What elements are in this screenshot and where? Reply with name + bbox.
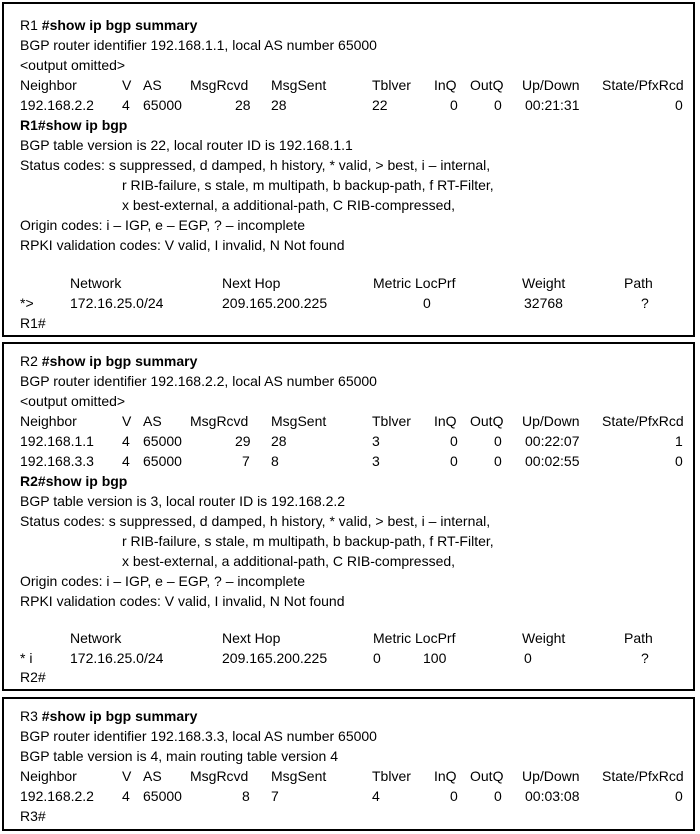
col-neighbor: Neighbor — [20, 768, 77, 784]
cell-as: 65000 — [143, 453, 182, 469]
router-prompt: R2 — [20, 353, 42, 369]
col-version: V — [122, 768, 132, 784]
cell-metric: 0 — [373, 650, 381, 666]
col-updown: Up/Down — [522, 768, 580, 784]
col-path: Path — [624, 275, 653, 291]
col-msgrcvd: MsgRcvd — [190, 768, 249, 784]
cell-tblver: 4 — [372, 788, 380, 804]
col-state-pfxrcd: State/PfxRcd — [602, 77, 684, 93]
cell-msgrcvd: 28 — [235, 97, 251, 113]
col-msgrcvd: MsgRcvd — [190, 413, 249, 429]
cell-tblver: 3 — [372, 453, 380, 469]
cell-state-pfxrcd: 0 — [675, 453, 683, 469]
summary-line: BGP router identifier 192.168.3.3, local AS number 65000 — [20, 728, 377, 744]
cell-status-code: *> — [20, 295, 34, 311]
cell-status-code: * i — [20, 650, 33, 666]
col-tblver: Tblver — [372, 77, 411, 93]
cell-outq: 0 — [494, 433, 502, 449]
command: #show ip bgp — [37, 117, 128, 133]
col-weight: Weight — [522, 275, 566, 291]
command: #show ip bgp — [37, 473, 128, 489]
cell-msgsent: 28 — [271, 433, 287, 449]
col-msgsent: MsgSent — [271, 768, 327, 784]
cell-state-pfxrcd: 1 — [675, 433, 683, 449]
col-version: V — [122, 77, 132, 93]
col-as: AS — [143, 413, 162, 429]
col-inq: InQ — [434, 413, 457, 429]
end-prompt: R2# — [20, 669, 46, 685]
col-version: V — [122, 413, 132, 429]
col-neighbor: Neighbor — [20, 77, 77, 93]
cell-as: 65000 — [143, 788, 182, 804]
r2-summary-command-line — [20, 352, 197, 370]
r2-bgp-command-line — [20, 472, 127, 490]
cell-version: 4 — [122, 433, 130, 449]
col-network: Network — [70, 275, 122, 291]
cell-locprf: 100 — [423, 650, 447, 666]
summary-line: BGP router identifier 192.168.2.2, local AS number 65000 — [20, 373, 377, 389]
cell-neighbor: 192.168.1.1 — [20, 433, 94, 449]
col-path: Path — [624, 630, 653, 646]
cell-version: 4 — [122, 788, 130, 804]
col-metric-locprf: Metric LocPrf — [373, 275, 456, 291]
r1-summary-command-line — [20, 16, 197, 34]
col-msgsent: MsgSent — [271, 77, 327, 93]
col-tblver: Tblver — [372, 768, 411, 784]
status-codes-line: r RIB-failure, s stale, m multipath, b backup-path, f RT-Filter, — [122, 533, 494, 549]
cell-inq: 0 — [450, 788, 458, 804]
router-prompt: R2 — [20, 473, 38, 489]
cell-msgsent: 8 — [271, 453, 279, 469]
col-as: AS — [143, 77, 162, 93]
cell-as: 65000 — [143, 433, 182, 449]
col-tblver: Tblver — [372, 413, 411, 429]
col-outq: OutQ — [470, 413, 504, 429]
cell-network: 172.16.25.0/24 — [70, 295, 164, 311]
cell-msgsent: 28 — [271, 97, 287, 113]
cell-next-hop: 209.165.200.225 — [222, 650, 328, 666]
router-prompt: R3 — [20, 708, 42, 724]
col-network: Network — [70, 630, 122, 646]
col-msgsent: MsgSent — [271, 413, 327, 429]
rpki-codes-line: RPKI validation codes: V valid, I invalid, N Not found — [20, 237, 345, 253]
cell-version: 4 — [122, 453, 130, 469]
cell-outq: 0 — [494, 97, 502, 113]
col-updown: Up/Down — [522, 77, 580, 93]
r3-output-panel — [2, 697, 695, 831]
cell-inq: 0 — [450, 453, 458, 469]
status-codes-line: Status codes: s suppressed, d damped, h history, * valid, > best, i – internal, — [20, 157, 491, 173]
cell-state-pfxrcd: 0 — [675, 97, 683, 113]
cell-version: 4 — [122, 97, 130, 113]
cell-state-pfxrcd: 0 — [675, 788, 683, 804]
cell-neighbor: 192.168.3.3 — [20, 453, 94, 469]
command: #show ip bgp summary — [41, 353, 198, 369]
cell-inq: 0 — [450, 433, 458, 449]
command: #show ip bgp summary — [41, 17, 198, 33]
col-outq: OutQ — [470, 77, 504, 93]
r1-output-panel — [2, 2, 695, 337]
r3-summary-command-line — [20, 707, 197, 725]
cell-path: ? — [641, 650, 649, 666]
cell-msgsent: 7 — [271, 788, 279, 804]
cell-updown: 00:03:08 — [525, 788, 580, 804]
cell-tblver: 3 — [372, 433, 380, 449]
cell-updown: 00:02:55 — [525, 453, 580, 469]
end-prompt: R1# — [20, 315, 46, 331]
cell-neighbor: 192.168.2.2 — [20, 97, 94, 113]
col-updown: Up/Down — [522, 413, 580, 429]
col-next-hop: Next Hop — [222, 630, 281, 646]
cell-updown: 00:22:07 — [525, 433, 580, 449]
cell-network: 172.16.25.0/24 — [70, 650, 164, 666]
status-codes-line: x best-external, a additional-path, C RIB-compressed, — [122, 197, 456, 213]
cell-inq: 0 — [450, 97, 458, 113]
router-prompt: R1 — [20, 117, 38, 133]
summary-line: <output omitted> — [20, 57, 126, 73]
end-prompt: R3# — [20, 808, 46, 824]
r2-output-panel — [2, 342, 695, 691]
col-state-pfxrcd: State/PfxRcd — [602, 768, 684, 784]
cell-msgrcvd: 8 — [242, 788, 250, 804]
cell-tblver: 22 — [372, 97, 388, 113]
status-codes-line: r RIB-failure, s stale, m multipath, b backup-path, f RT-Filter, — [122, 177, 494, 193]
col-msgrcvd: MsgRcvd — [190, 77, 249, 93]
col-inq: InQ — [434, 768, 457, 784]
bgp-table-version-line: BGP table version is 22, local router ID is 192.168.1.1 — [20, 137, 353, 153]
cell-outq: 0 — [494, 453, 502, 469]
cell-weight: 0 — [524, 650, 532, 666]
cell-weight: 32768 — [524, 295, 563, 311]
col-metric-locprf: Metric LocPrf — [373, 630, 456, 646]
col-outq: OutQ — [470, 768, 504, 784]
origin-codes-line: Origin codes: i – IGP, e – EGP, ? – incomplete — [20, 217, 306, 233]
cell-next-hop: 209.165.200.225 — [222, 295, 328, 311]
origin-codes-line: Origin codes: i – IGP, e – EGP, ? – incomplete — [20, 573, 306, 589]
command: #show ip bgp summary — [41, 708, 198, 724]
cell-neighbor: 192.168.2.2 — [20, 788, 94, 804]
col-state-pfxrcd: State/PfxRcd — [602, 413, 684, 429]
router-prompt: R1 — [20, 17, 42, 33]
cell-path: ? — [641, 295, 649, 311]
col-weight: Weight — [522, 630, 566, 646]
summary-line: BGP router identifier 192.168.1.1, local AS number 65000 — [20, 37, 377, 53]
cell-msgrcvd: 7 — [242, 453, 250, 469]
summary-line: <output omitted> — [20, 393, 126, 409]
bgp-table-version-line: BGP table version is 3, local router ID is 192.168.2.2 — [20, 493, 346, 509]
col-next-hop: Next Hop — [222, 275, 281, 291]
status-codes-line: x best-external, a additional-path, C RIB-compressed, — [122, 553, 456, 569]
cell-as: 65000 — [143, 97, 182, 113]
col-neighbor: Neighbor — [20, 413, 77, 429]
summary-line: BGP table version is 4, main routing table version 4 — [20, 748, 339, 764]
col-inq: InQ — [434, 77, 457, 93]
status-codes-line: Status codes: s suppressed, d damped, h history, * valid, > best, i – internal, — [20, 513, 491, 529]
cell-msgrcvd: 29 — [235, 433, 251, 449]
col-as: AS — [143, 768, 162, 784]
r1-bgp-command-line — [20, 116, 127, 134]
cell-locprf: 0 — [423, 295, 431, 311]
rpki-codes-line: RPKI validation codes: V valid, I invalid, N Not found — [20, 593, 345, 609]
cell-outq: 0 — [494, 788, 502, 804]
cell-updown: 00:21:31 — [525, 97, 580, 113]
